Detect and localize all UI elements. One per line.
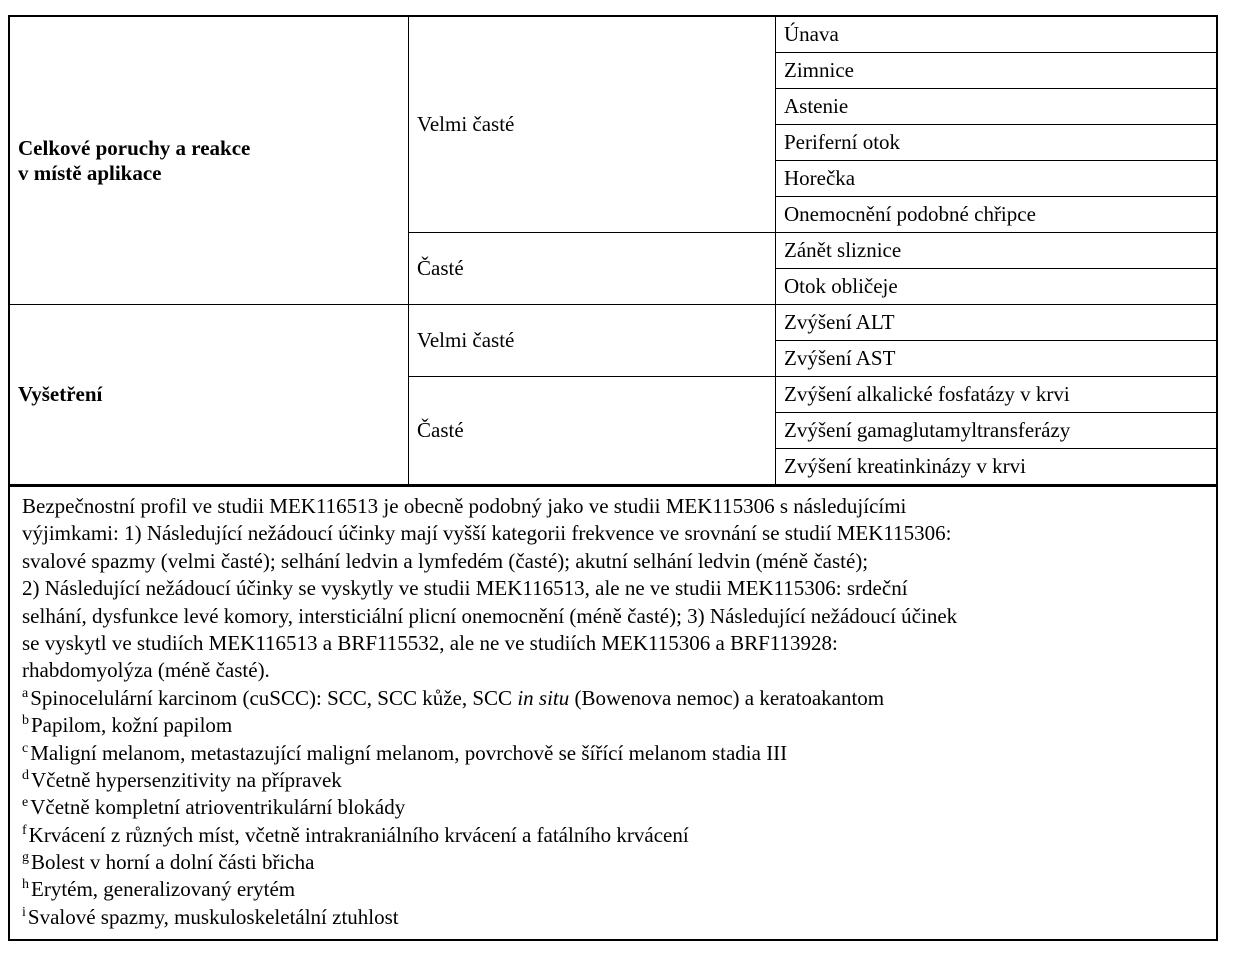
footnote-a [22,685,1206,712]
footnote-marker: f [22,822,27,838]
term-cell: Zvýšení gamaglutamyltransferázy [776,413,1217,449]
term-cell: Zvýšení AST [776,341,1217,377]
term-cell: Astenie [776,89,1217,125]
footnote-text: Svalové spazmy, muskuloskeletální ztuhlost [27,904,399,929]
footnote-text: Včetně kompletní atrioventrikulární blokády [30,795,406,820]
footnote-text-before: Spinocelulární karcinom (cuSCC): SCC, SCC kůže, SCC [30,685,518,710]
term-cell: Únava [776,17,1217,53]
paragraph-line: Bezpečnostní profil ve studii MEK116513 je obecně podobný jako ve studii MEK115306 s následujícími [22,494,907,518]
frequency-cell-common: Časté [409,233,776,305]
soc-label-line-2: v místě aplikace [18,160,162,185]
safety-profile-paragraph [22,493,1206,685]
term-cell: Otok obličeje [776,269,1217,305]
paragraph-line: výjimkami: 1) Následující nežádoucí účinky mají vyšší kategorii frekvence ve srovnání se studií MEK115306: [22,521,952,546]
paragraph-line: rhabdomyolýza (méně časté). [22,658,270,683]
footnote-g [22,849,1206,876]
footnote-c [22,740,1206,767]
frequency-cell-very-common: Velmi časté [409,305,776,377]
footnote-text: Krvácení z různých míst, včetně intrakraniálního krvácení a fatálního krvácení [28,822,689,847]
footnote-text: Bolest v horní a dolní části břicha [31,850,315,875]
table-row [10,305,1216,341]
footnote-marker: h [22,877,29,893]
adverse-reactions-table [10,17,1216,485]
term-cell: Zvýšení ALT [776,305,1217,341]
footnote-marker: c [22,740,29,756]
term-cell: Zánět sliznice [776,233,1217,269]
footnote-marker: e [22,795,29,811]
notes-block [10,485,1216,939]
footnote-f [22,822,1206,849]
frequency-cell-very-common: Velmi časté [409,17,776,233]
footnote-text-italic: in situ [517,685,570,710]
footnote-marker: a [22,685,29,701]
footnote-text: Maligní melanom, metastazující maligní melanom, povrchově se šířící melanom stadia III [30,740,788,765]
footnote-b [22,712,1206,739]
paragraph-line: 2) Následující nežádoucí účinky se vyskytly ve studii MEK116513, ale ne ve studii MEK115306: srdeční [22,576,908,601]
document-frame [8,15,1218,941]
soc-cell-investigations: Vyšetření [10,305,409,485]
paragraph-line: svalové spazmy (velmi časté); selhání ledvin a lymfedém (časté); akutní selhání ledvin (méně časté); [22,548,869,573]
table-body [10,17,1216,485]
paragraph-line: se vyskytl ve studiích MEK116513 a BRF115532, ale ne ve studiích MEK115306 a BRF113928: [22,630,838,655]
term-cell: Zvýšení kreatinkinázy v krvi [776,449,1217,485]
footnote-e [22,794,1206,821]
footnote-text: Včetně hypersenzitivity na přípravek [31,767,342,792]
footnote-d [22,767,1206,794]
term-cell: Zimnice [776,53,1217,89]
footnote-marker: i [22,904,26,920]
paragraph-line: selhání, dysfunkce levé komory, intersticiální plicní onemocnění (méně časté); 3) Následující nežádoucí účinek [22,603,958,628]
term-cell: Horečka [776,161,1217,197]
footnote-text-after: (Bowenova nemoc) a keratoakantom [569,685,885,710]
footnote-h [22,876,1206,903]
footnote-marker: b [22,713,29,729]
term-cell: Onemocnění podobné chřipce [776,197,1217,233]
footnote-marker: d [22,767,29,783]
footnote-marker: g [22,850,29,866]
soc-cell-general-disorders [10,17,409,305]
footnote-i [22,904,1206,931]
footnote-text: Papilom, kožní papilom [31,713,233,738]
frequency-cell-common: Časté [409,377,776,485]
term-cell: Zvýšení alkalické fosfatázy v krvi [776,377,1217,413]
soc-label-line-1: Celkové poruchy a reakce [18,136,251,161]
footnote-text: Erytém, generalizovaný erytém [31,877,296,902]
term-cell: Periferní otok [776,125,1217,161]
table-row [10,17,1216,53]
